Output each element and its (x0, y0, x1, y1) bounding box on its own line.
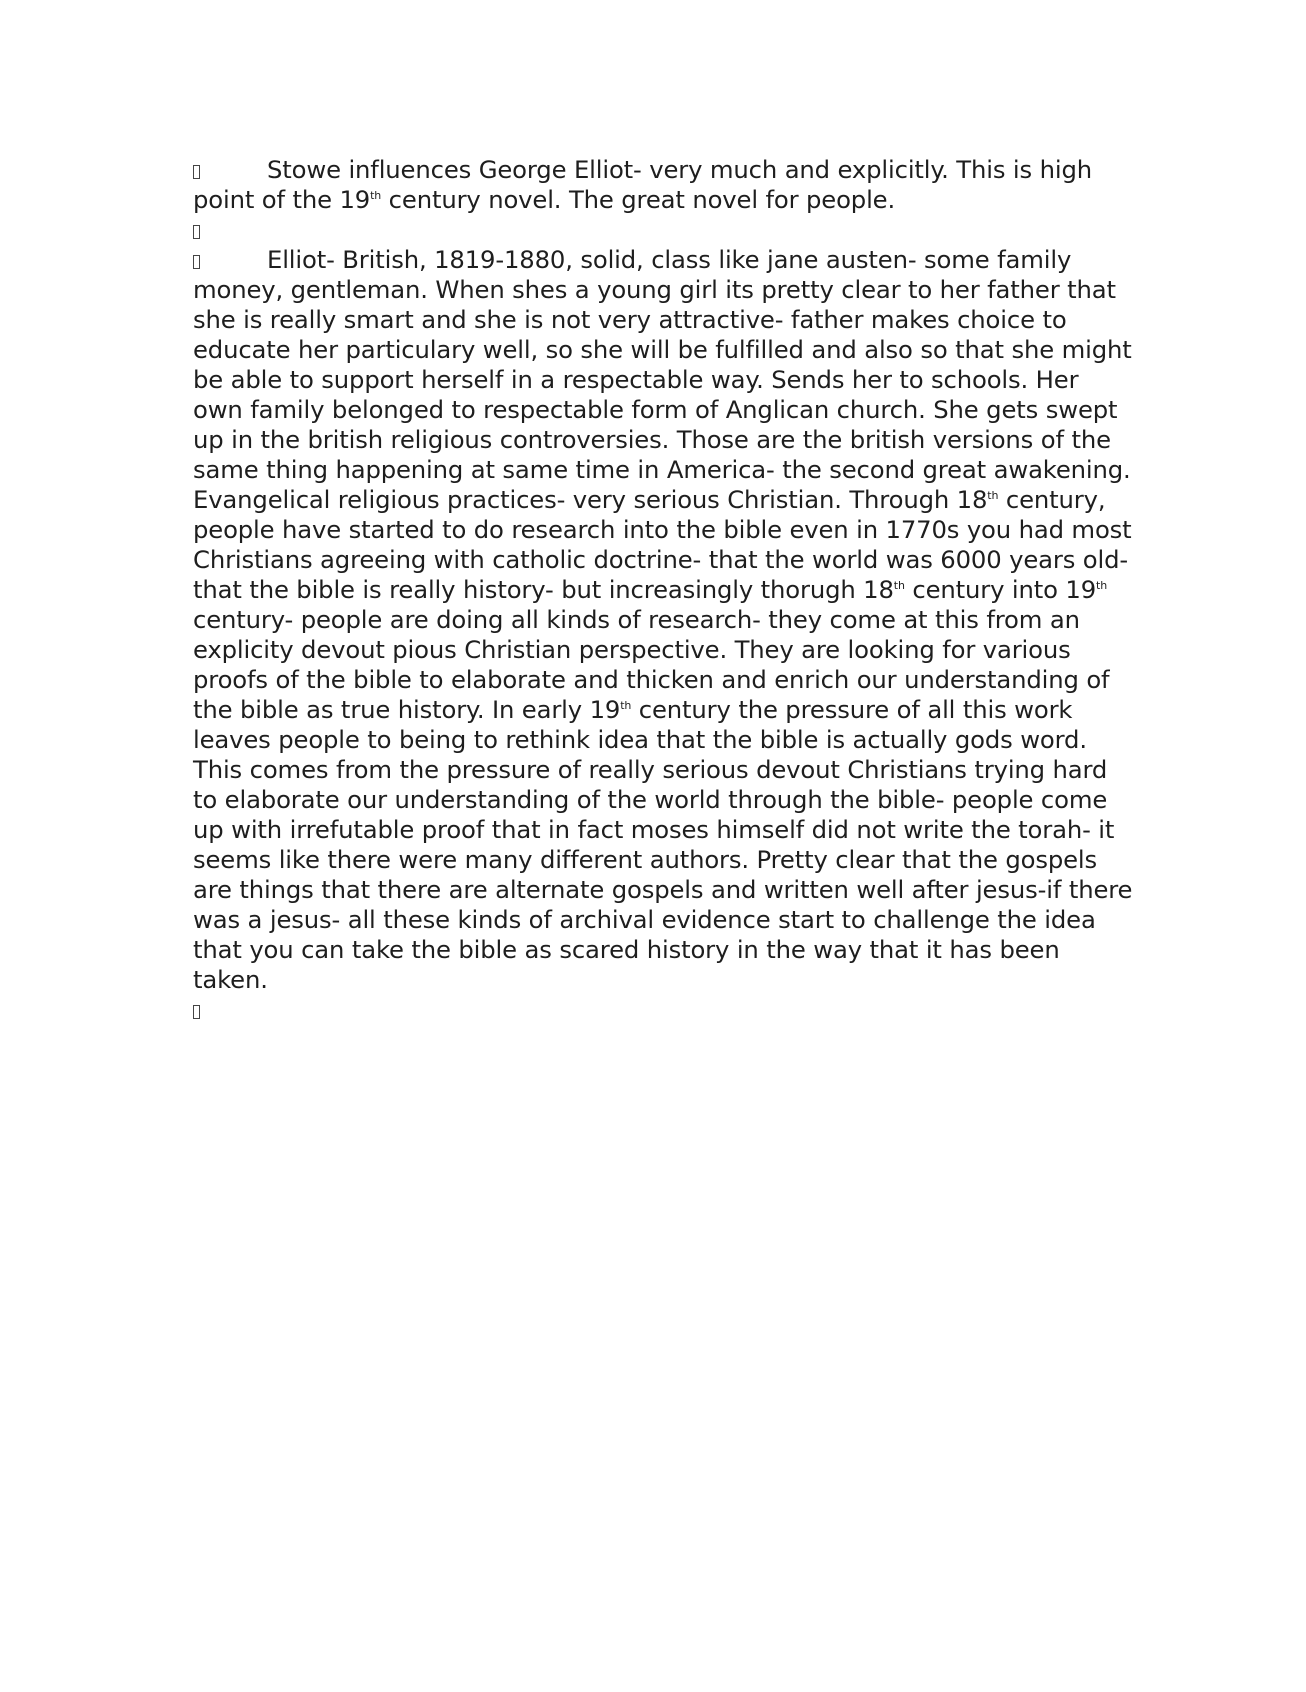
empty-list-item (193, 215, 1133, 245)
bullet-glyph-icon (193, 225, 200, 239)
list-item (193, 245, 1140, 995)
bullet-glyph-icon (193, 1005, 200, 1019)
bullet-glyph-icon (193, 165, 200, 179)
empty-list-item (193, 995, 1133, 1025)
list-item (193, 155, 1133, 215)
paragraph-elliot: Elliot- British, 1819-1880, solid, class like jane austen- some family money, gentleman. When shes a young girl its pretty clear to her father that she is really smart and she is not very attractive- father makes choice to educate her particulary well, so she will be fulfilled and also so that she might be able to support herself in a respectable way. Sends her to schools. Her own family belonged to respectable form of Anglican church. She gets swept up in the british religious controversies. Those are the british versions of the same thing happening at same time in America- the second great awakening. Evangelical religious practices- very serious Christian. Through 18th century, people have started to do research into the bible even in 1770s you had most Christians agreeing with catholic doctrine- that the world was 6000 years old- that the bible is really history- but increasingly thorugh 18th century into 19th century- people are doing all kinds of research- they come at this from an explicity devout pious Christian perspective. They are looking for various proofs of the bible to elaborate and thicken and enrich our understanding of the bible as true history. In early 19th century the pressure of all this work leaves people to being to rethink idea that the bible is actually gods word. This comes from the pressure of really serious devout Christians trying hard to elaborate our understanding of the world through the bible- people come up with irrefutable proof that in fact moses himself did not write the torah- it seems like there were many different authors. Pretty clear that the gospels are things that there are alternate gospels and written well after jesus-if there was a jesus- all these kinds of archival evidence start to challenge the idea that you can take the bible as scared history in the way that it has been taken. (193, 245, 1140, 994)
document-body (193, 155, 1140, 1025)
bullet-glyph-icon (193, 255, 200, 269)
paragraph-stowe: Stowe influences George Elliot- very much and explicitly. This is high point of the 19th century novel. The great novel for people. (193, 155, 1100, 214)
